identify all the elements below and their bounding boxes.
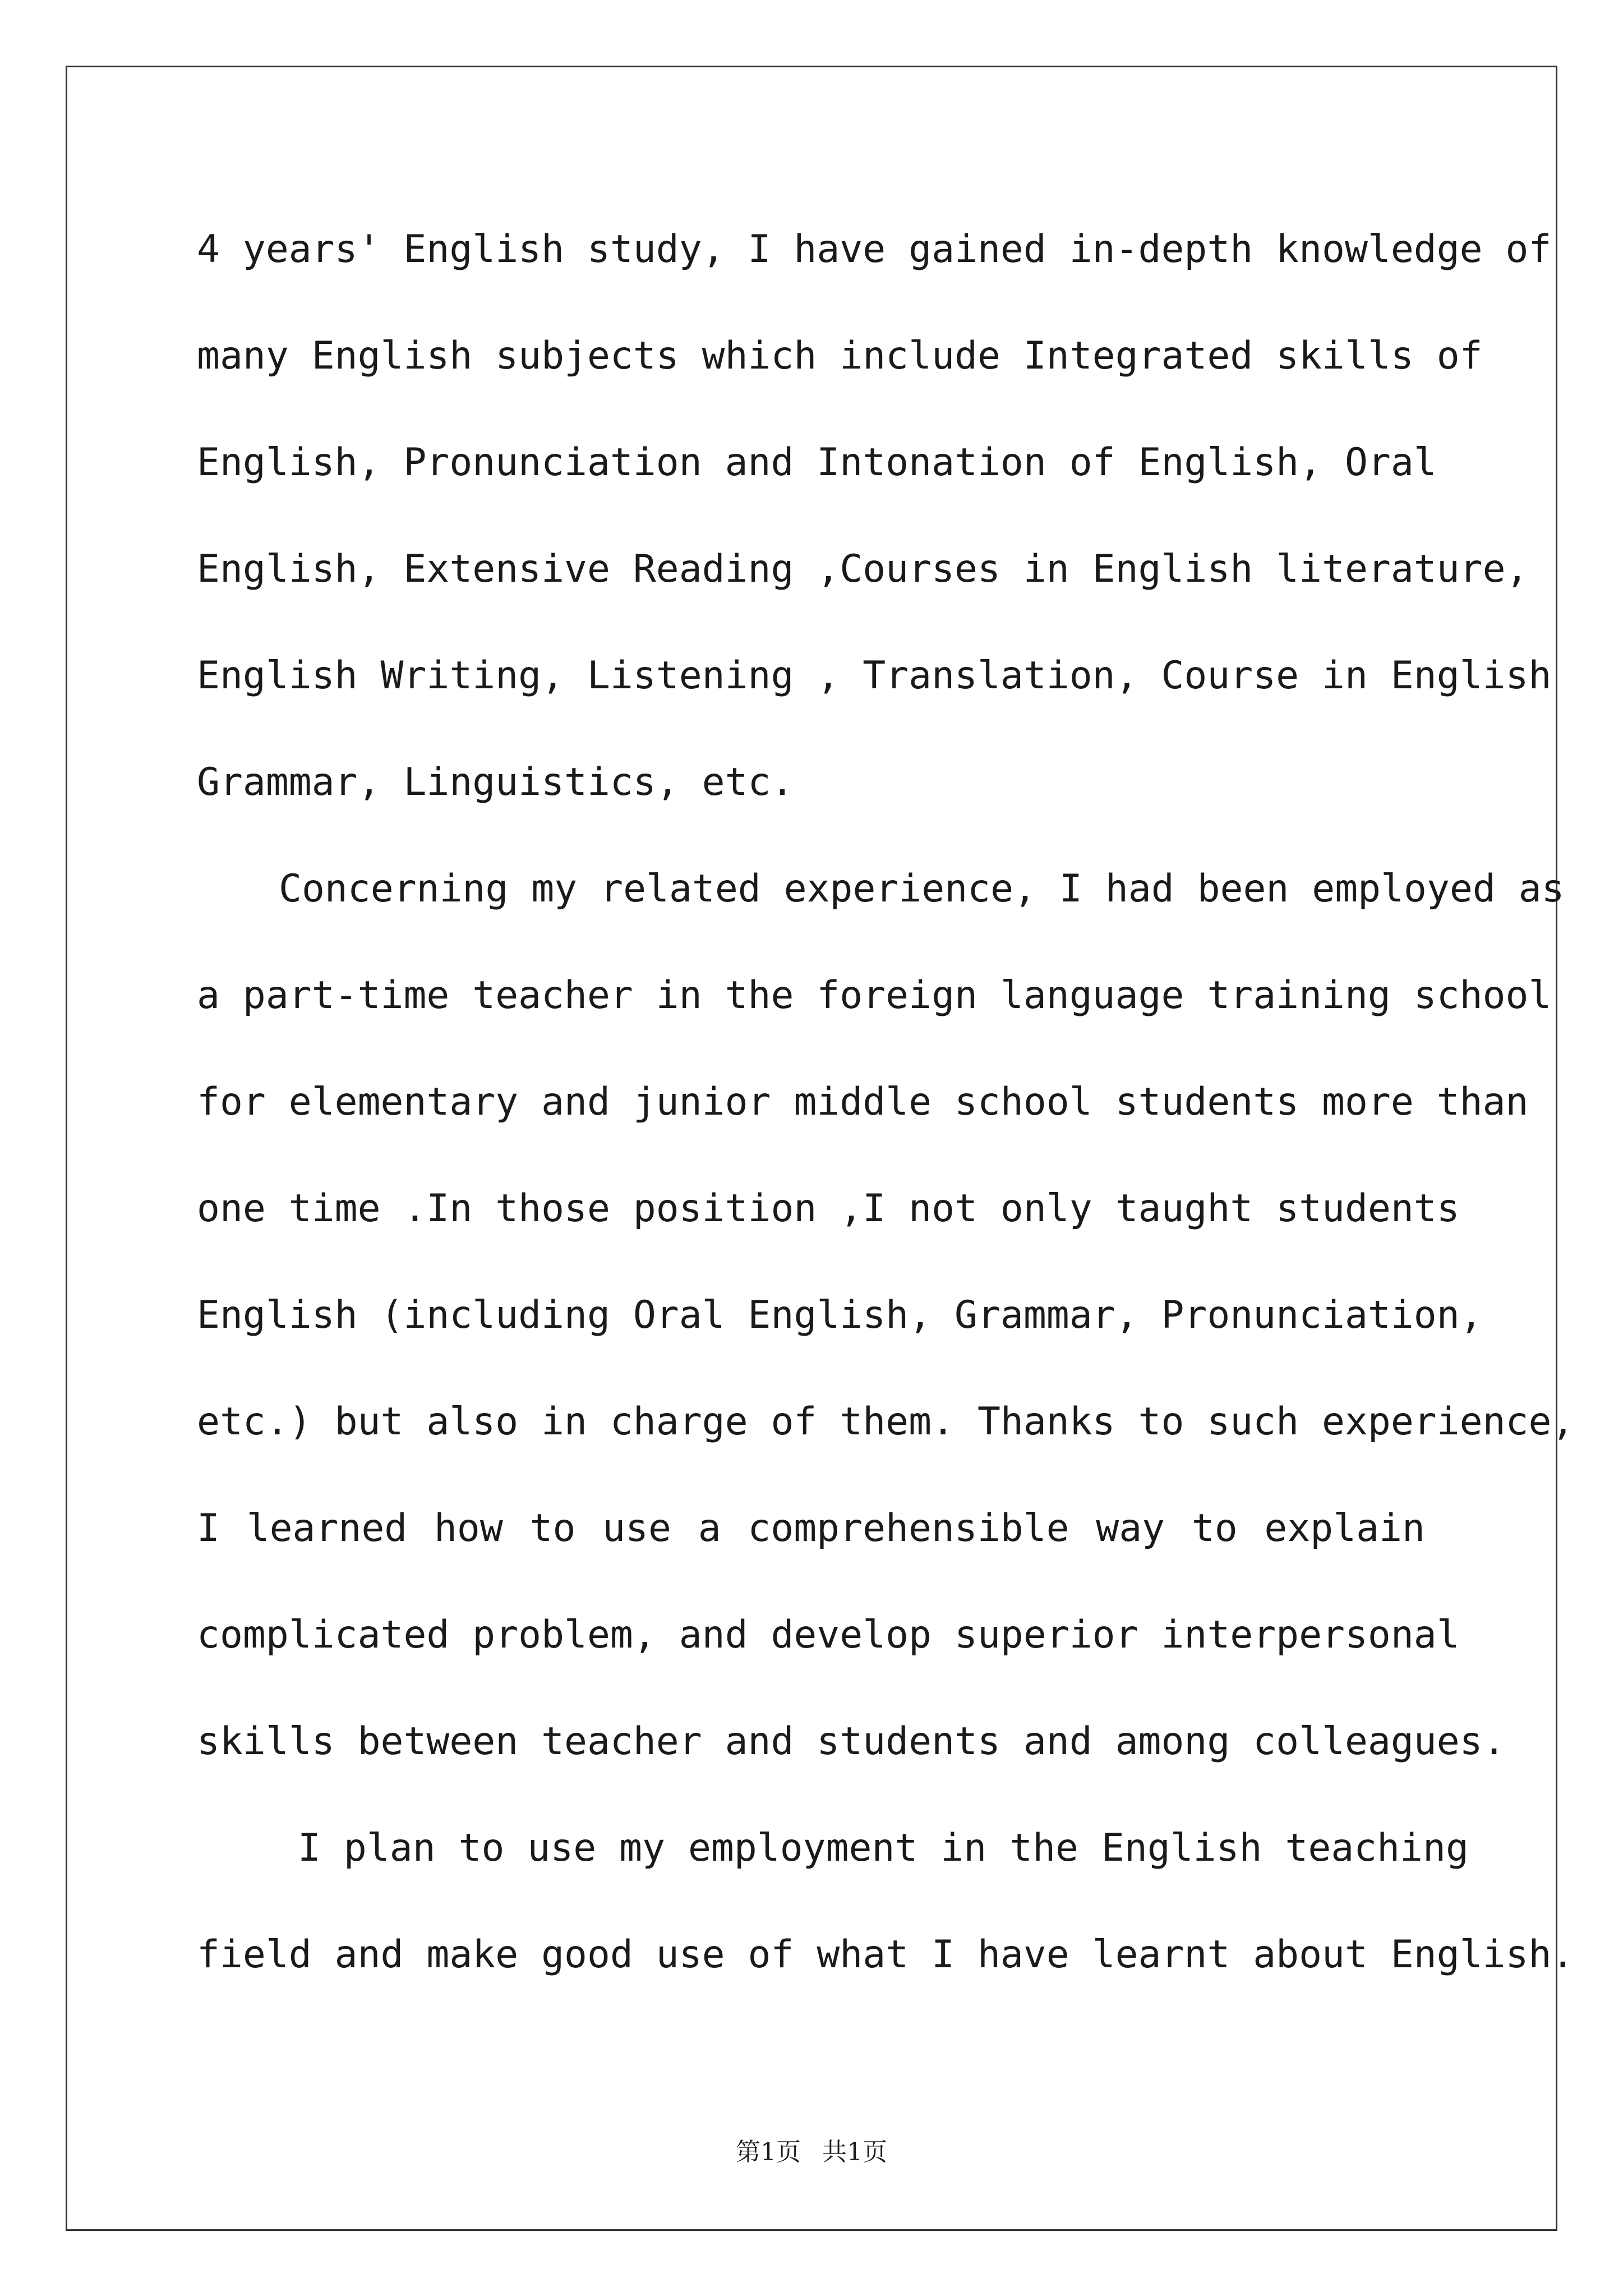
text-line: English Writing, Listening , Translation, Course in English [197, 654, 1552, 698]
document-body [197, 216, 1575, 2028]
text-line: Concerning my related experience, I had been employed as [279, 867, 1565, 911]
page-footer [0, 2132, 1623, 2168]
page-number-total: 共1页 [822, 2138, 887, 2166]
text-line: English, Extensive Reading ,Courses in English literature, [197, 547, 1529, 591]
text-line: English (including Oral English, Grammar, Pronunciation, [197, 1293, 1483, 1337]
text-line: 4 years' English study, I have gained in-depth knowledge of [197, 227, 1552, 272]
page-number-current: 第1页 [736, 2138, 801, 2166]
text-line: I plan to use my employment in the English teaching [298, 1826, 1469, 1870]
text-line: field and make good use of what I have learnt about English. [197, 1932, 1575, 1977]
text-line: etc.) but also in charge of them. Thanks to such experience, [197, 1400, 1575, 1444]
text-line: many English subjects which include Integrated skills of [197, 334, 1483, 378]
text-line: complicated problem, and develop superior interpersonal [197, 1613, 1460, 1657]
text-line: Grammar, Linguistics, etc. [197, 760, 794, 804]
text-line: one time .In those position ,I not only taught students [197, 1186, 1460, 1231]
text-line: a part-time teacher in the foreign language training school [197, 973, 1552, 1018]
text-line: English, Pronunciation and Intonation of English, Oral [197, 440, 1437, 485]
text-line: I learned how to use a comprehensible way to explain [197, 1506, 1425, 1550]
text-line: skills between teacher and students and among colleagues. [197, 1719, 1506, 1764]
text-line: for elementary and junior middle school students more than [197, 1080, 1529, 1124]
